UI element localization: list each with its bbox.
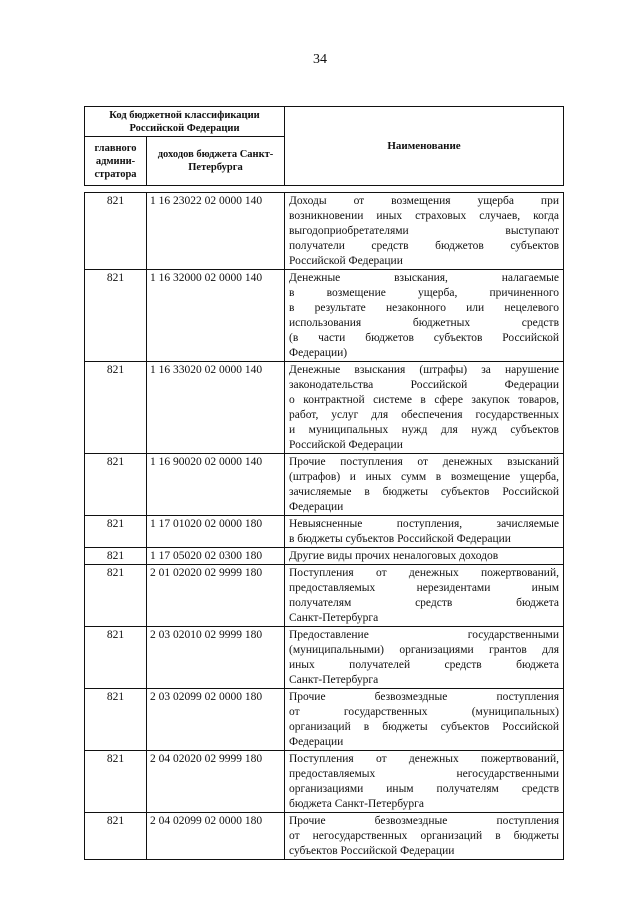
name-cell xyxy=(285,813,564,860)
name-line: Прочие поступления от денежных взысканий xyxy=(289,456,559,468)
name-line: от негосударственных организаций в бюджеты xyxy=(289,830,559,842)
name-line: в бюджеты субъектов Российской Федерации xyxy=(289,533,511,545)
name-line: Поступления от денежных пожертвований, xyxy=(289,567,559,579)
classification-table xyxy=(84,192,564,860)
name-cell xyxy=(285,751,564,813)
name-line: использования бюджетных средств xyxy=(289,317,559,329)
table-row xyxy=(85,627,564,689)
table-row xyxy=(85,454,564,516)
header-admin: главного админи-стратора xyxy=(85,137,147,186)
table-body xyxy=(85,193,564,860)
name-line: зачисляемые в бюджеты субъектов Российской xyxy=(289,486,559,498)
header-code-group: Код бюджетной классификации Российской Федерации xyxy=(85,107,285,137)
table-row xyxy=(85,193,564,270)
name-line: Доходы от возмещения ущерба при xyxy=(289,195,559,207)
income-code-cell: 1 16 32000 02 0000 140 xyxy=(147,270,285,362)
admin-code-cell: 821 xyxy=(85,270,147,362)
income-code-cell: 2 03 02010 02 9999 180 xyxy=(147,627,285,689)
admin-code-cell: 821 xyxy=(85,627,147,689)
name-line: работ, услуг для обеспечения государственных xyxy=(289,409,559,421)
admin-code-cell: 821 xyxy=(85,813,147,860)
table-row xyxy=(85,516,564,548)
name-line: Предоставление государственными xyxy=(289,629,559,641)
table-row xyxy=(85,362,564,454)
income-code-cell: 1 16 33020 02 0000 140 xyxy=(147,362,285,454)
name-line: о контрактной системе в сфере закупок товаров, xyxy=(289,394,559,406)
name-line: Российской Федерации xyxy=(289,439,403,451)
name-line: Российской Федерации xyxy=(289,255,403,267)
table-header xyxy=(84,106,564,186)
table-row xyxy=(85,565,564,627)
income-code-cell: 1 17 01020 02 0000 180 xyxy=(147,516,285,548)
name-line: предоставляемых нерезидентами иным xyxy=(289,582,559,594)
name-line: (муниципальными) организациями грантов для xyxy=(289,644,559,656)
name-line: организаций в бюджеты субъектов Российской xyxy=(289,721,559,733)
name-cell xyxy=(285,193,564,270)
name-line: от государственных (муниципальных) xyxy=(289,706,559,718)
name-line: получатели средств бюджетов субъектов xyxy=(289,240,559,252)
table-row xyxy=(85,270,564,362)
income-code-cell: 2 03 02099 02 0000 180 xyxy=(147,689,285,751)
name-line: в возмещение ущерба, причиненного xyxy=(289,287,559,299)
name-line: Федерации xyxy=(289,736,344,748)
name-line: в результате незаконного или нецелевого xyxy=(289,302,559,314)
table-row xyxy=(85,548,564,565)
name-line: Поступления от денежных пожертвований, xyxy=(289,753,559,765)
income-code-cell: 2 04 02020 02 9999 180 xyxy=(147,751,285,813)
header-income: доходов бюджета Санкт-Петербурга xyxy=(147,137,285,186)
name-line: иных получателей средств бюджета xyxy=(289,659,559,671)
name-line: Другие виды прочих неналоговых доходов xyxy=(289,550,499,562)
name-line: Денежные взыскания, налагаемые xyxy=(289,272,559,284)
name-cell xyxy=(285,362,564,454)
name-line: и муниципальных нужд для нужд субъектов xyxy=(289,424,559,436)
admin-code-cell: 821 xyxy=(85,362,147,454)
name-line: Федерации) xyxy=(289,347,348,359)
name-cell xyxy=(285,516,564,548)
name-cell xyxy=(285,270,564,362)
admin-code-cell: 821 xyxy=(85,751,147,813)
table-row xyxy=(85,813,564,860)
name-line: Федерации xyxy=(289,501,344,513)
name-line: Денежные взыскания (штрафы) за нарушение xyxy=(289,364,559,376)
income-code-cell: 1 17 05020 02 0300 180 xyxy=(147,548,285,565)
name-cell xyxy=(285,565,564,627)
name-line: предоставляемых негосударственными xyxy=(289,768,559,780)
admin-code-cell: 821 xyxy=(85,548,147,565)
name-line: (в части бюджетов субъектов Российской xyxy=(289,332,559,344)
name-line: законодательства Российской Федерации xyxy=(289,379,559,391)
admin-code-cell: 821 xyxy=(85,565,147,627)
name-line: организациями иным получателям средств xyxy=(289,783,559,795)
admin-code-cell: 821 xyxy=(85,193,147,270)
admin-code-cell: 821 xyxy=(85,454,147,516)
admin-code-cell: 821 xyxy=(85,689,147,751)
name-line: бюджета Санкт-Петербурга xyxy=(289,798,424,810)
name-line: получателям средств бюджета xyxy=(289,597,559,609)
name-cell xyxy=(285,454,564,516)
name-line: Невыясненные поступления, зачисляемые xyxy=(289,518,559,530)
page-number: 34 xyxy=(313,52,327,67)
name-cell xyxy=(285,689,564,751)
income-code-cell: 1 16 23022 02 0000 140 xyxy=(147,193,285,270)
table-row xyxy=(85,751,564,813)
income-code-cell: 1 16 90020 02 0000 140 xyxy=(147,454,285,516)
income-code-cell: 2 04 02099 02 0000 180 xyxy=(147,813,285,860)
table-row xyxy=(85,689,564,751)
header-name: Наименование xyxy=(285,107,564,186)
name-line: (штрафов) и иных сумм в возмещение ущерба, xyxy=(289,471,559,483)
name-line: субъектов Российской Федерации xyxy=(289,845,455,857)
name-line: возникновении иных страховых случаев, когда xyxy=(289,210,559,222)
name-cell xyxy=(285,548,564,565)
name-line: Санкт-Петербурга xyxy=(289,674,379,686)
name-line: Прочие безвозмездные поступления xyxy=(289,691,559,703)
admin-code-cell: 821 xyxy=(85,516,147,548)
income-code-cell: 2 01 02020 02 9999 180 xyxy=(147,565,285,627)
name-line: Прочие безвозмездные поступления xyxy=(289,815,559,827)
name-line: Санкт-Петербурга xyxy=(289,612,379,624)
name-line: выгодоприобретателями выступают xyxy=(289,225,559,237)
name-cell xyxy=(285,627,564,689)
